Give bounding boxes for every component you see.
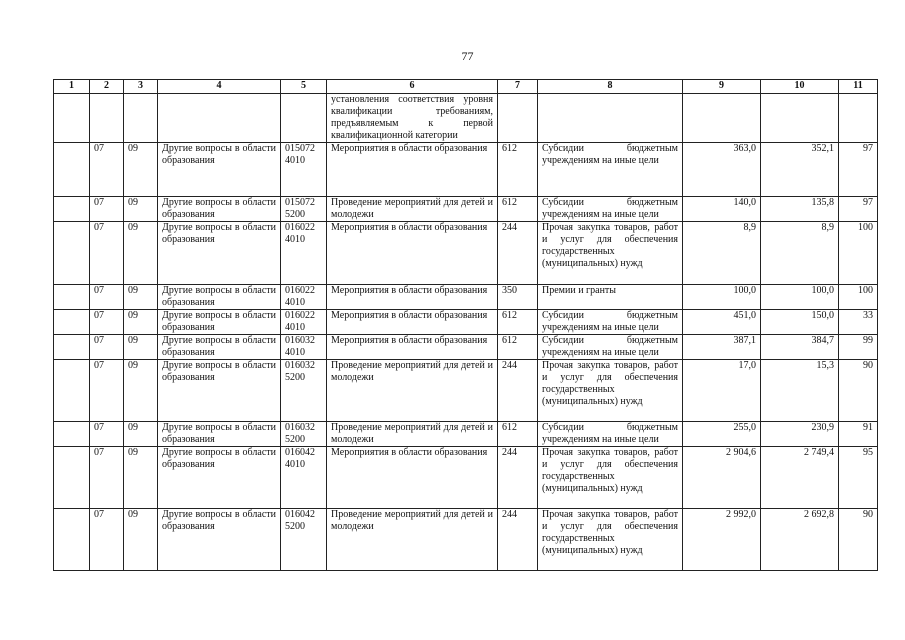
cell-subsection [124,94,158,143]
cell-col-1 [54,422,90,447]
table-row [54,447,878,509]
cell-planned-amount: 100,0 [683,285,761,310]
budget-table [53,79,878,571]
cell-target-name: Мероприятия в области образования [327,335,498,360]
cell-planned-amount: 363,0 [683,143,761,197]
cell-col-1 [54,197,90,222]
cell-section: 07 [90,335,124,360]
cell-subsection: 09 [124,447,158,509]
cell-expense-name: Прочая закупка товаров, работ и услуг для обеспечения государственных (муниципальных) нужд [538,222,683,285]
cell-col-1 [54,310,90,335]
table-row [54,197,878,222]
col-header-4: 4 [158,80,281,94]
cell-planned-amount: 140,0 [683,197,761,222]
cell-expense-name: Прочая закупка товаров, работ и услуг для обеспечения государственных (муниципальных) нужд [538,509,683,571]
cell-target-name: Мероприятия в области образования [327,143,498,197]
cell-expense-name: Субсидии бюджетным учреждениям на иные цели [538,197,683,222]
table-row [54,143,878,197]
cell-planned-amount: 2 904,6 [683,447,761,509]
cell-target-name: Проведение мероприятий для детей и молодежи [327,360,498,422]
cell-subsection-name: Другие вопросы в области образования [158,447,281,509]
cell-target-name: установления соответствия уровня квалификации требованиям, предъявляемым к первой квалификационной категории [327,94,498,143]
cell-subsection-name: Другие вопросы в области образования [158,222,281,285]
cell-col-1 [54,94,90,143]
cell-col-1 [54,335,90,360]
cell-section: 07 [90,509,124,571]
cell-percent: 95 [839,447,878,509]
cell-target-article: 015072 5200 [281,197,327,222]
cell-section: 07 [90,197,124,222]
cell-planned-amount: 8,9 [683,222,761,285]
cell-actual-amount: 100,0 [761,285,839,310]
col-header-11: 11 [839,80,878,94]
cell-col-1 [54,143,90,197]
cell-planned-amount: 387,1 [683,335,761,360]
cell-expense-name: Субсидии бюджетным учреждениям на иные цели [538,143,683,197]
cell-subsection-name: Другие вопросы в области образования [158,335,281,360]
cell-target-article [281,94,327,143]
cell-expense-name: Субсидии бюджетным учреждениям на иные цели [538,310,683,335]
cell-subsection: 09 [124,143,158,197]
table-row [54,509,878,571]
cell-actual-amount: 2 692,8 [761,509,839,571]
table-row [54,310,878,335]
table-row [54,422,878,447]
cell-section: 07 [90,422,124,447]
table-row [54,335,878,360]
cell-actual-amount: 15,3 [761,360,839,422]
cell-target-name: Проведение мероприятий для детей и молодежи [327,197,498,222]
cell-target-name: Проведение мероприятий для детей и молодежи [327,509,498,571]
cell-actual-amount: 135,8 [761,197,839,222]
cell-expense-type [498,94,538,143]
cell-subsection: 09 [124,422,158,447]
cell-expense-type: 612 [498,310,538,335]
cell-expense-type: 612 [498,197,538,222]
cell-subsection-name: Другие вопросы в области образования [158,197,281,222]
cell-section: 07 [90,143,124,197]
cell-expense-type: 350 [498,285,538,310]
cell-subsection: 09 [124,360,158,422]
cell-planned-amount: 255,0 [683,422,761,447]
cell-col-1 [54,285,90,310]
cell-percent: 91 [839,422,878,447]
cell-subsection-name: Другие вопросы в области образования [158,422,281,447]
cell-planned-amount: 451,0 [683,310,761,335]
cell-col-1 [54,509,90,571]
col-header-10: 10 [761,80,839,94]
cell-target-name: Проведение мероприятий для детей и молодежи [327,422,498,447]
cell-percent: 100 [839,285,878,310]
cell-expense-name: Премии и гранты [538,285,683,310]
col-header-2: 2 [90,80,124,94]
cell-expense-type: 244 [498,447,538,509]
cell-subsection: 09 [124,310,158,335]
table-body [54,94,878,571]
cell-target-article: 016022 4010 [281,310,327,335]
cell-subsection-name: Другие вопросы в области образования [158,143,281,197]
cell-expense-name: Прочая закупка товаров, работ и услуг для обеспечения государственных (муниципальных) нужд [538,360,683,422]
cell-expense-name [538,94,683,143]
cell-percent: 99 [839,335,878,360]
cell-col-1 [54,447,90,509]
cell-target-name: Мероприятия в области образования [327,222,498,285]
cell-target-article: 015072 4010 [281,143,327,197]
cell-subsection: 09 [124,335,158,360]
cell-percent: 100 [839,222,878,285]
cell-col-1 [54,222,90,285]
cell-actual-amount [761,94,839,143]
cell-percent: 97 [839,143,878,197]
cell-target-name: Мероприятия в области образования [327,310,498,335]
cell-subsection-name: Другие вопросы в области образования [158,310,281,335]
cell-actual-amount: 352,1 [761,143,839,197]
cell-section: 07 [90,360,124,422]
cell-target-article: 016022 4010 [281,285,327,310]
cell-target-name: Мероприятия в области образования [327,447,498,509]
header-row [54,80,878,94]
col-header-5: 5 [281,80,327,94]
cell-section: 07 [90,285,124,310]
cell-target-article: 016022 4010 [281,222,327,285]
cell-expense-type: 612 [498,335,538,360]
cell-subsection: 09 [124,222,158,285]
cell-section: 07 [90,222,124,285]
cell-target-article: 016032 5200 [281,422,327,447]
cell-expense-type: 612 [498,143,538,197]
cell-target-article: 016032 5200 [281,360,327,422]
cell-subsection: 09 [124,509,158,571]
cell-expense-type: 244 [498,222,538,285]
col-header-8: 8 [538,80,683,94]
cell-subsection-name: Другие вопросы в области образования [158,509,281,571]
cell-target-article: 016032 4010 [281,335,327,360]
cell-percent: 33 [839,310,878,335]
col-header-9: 9 [683,80,761,94]
cell-target-article: 016042 5200 [281,509,327,571]
cell-section [90,94,124,143]
cell-actual-amount: 230,9 [761,422,839,447]
cell-planned-amount: 2 992,0 [683,509,761,571]
cell-actual-amount: 2 749,4 [761,447,839,509]
cell-section: 07 [90,447,124,509]
page-number: 77 [461,49,474,63]
cell-percent: 97 [839,197,878,222]
cell-subsection-name: Другие вопросы в области образования [158,360,281,422]
table-row [54,94,878,143]
cell-expense-name: Субсидии бюджетным учреждениям на иные цели [538,422,683,447]
cell-target-article: 016042 4010 [281,447,327,509]
cell-col-1 [54,360,90,422]
col-header-6: 6 [327,80,498,94]
cell-expense-name: Прочая закупка товаров, работ и услуг для обеспечения государственных (муниципальных) нужд [538,447,683,509]
cell-actual-amount: 150,0 [761,310,839,335]
cell-target-name: Мероприятия в области образования [327,285,498,310]
cell-expense-name: Субсидии бюджетным учреждениям на иные цели [538,335,683,360]
cell-subsection: 09 [124,197,158,222]
cell-section: 07 [90,310,124,335]
cell-percent: 90 [839,360,878,422]
col-header-7: 7 [498,80,538,94]
cell-subsection-name: Другие вопросы в области образования [158,285,281,310]
table-row [54,360,878,422]
col-header-3: 3 [124,80,158,94]
cell-expense-type: 244 [498,509,538,571]
cell-actual-amount: 8,9 [761,222,839,285]
cell-planned-amount [683,94,761,143]
table-row [54,285,878,310]
cell-planned-amount: 17,0 [683,360,761,422]
cell-subsection: 09 [124,285,158,310]
col-header-1: 1 [54,80,90,94]
cell-percent: 90 [839,509,878,571]
cell-actual-amount: 384,7 [761,335,839,360]
cell-expense-type: 244 [498,360,538,422]
cell-expense-type: 612 [498,422,538,447]
cell-subsection-name [158,94,281,143]
cell-percent [839,94,878,143]
table-row [54,222,878,285]
